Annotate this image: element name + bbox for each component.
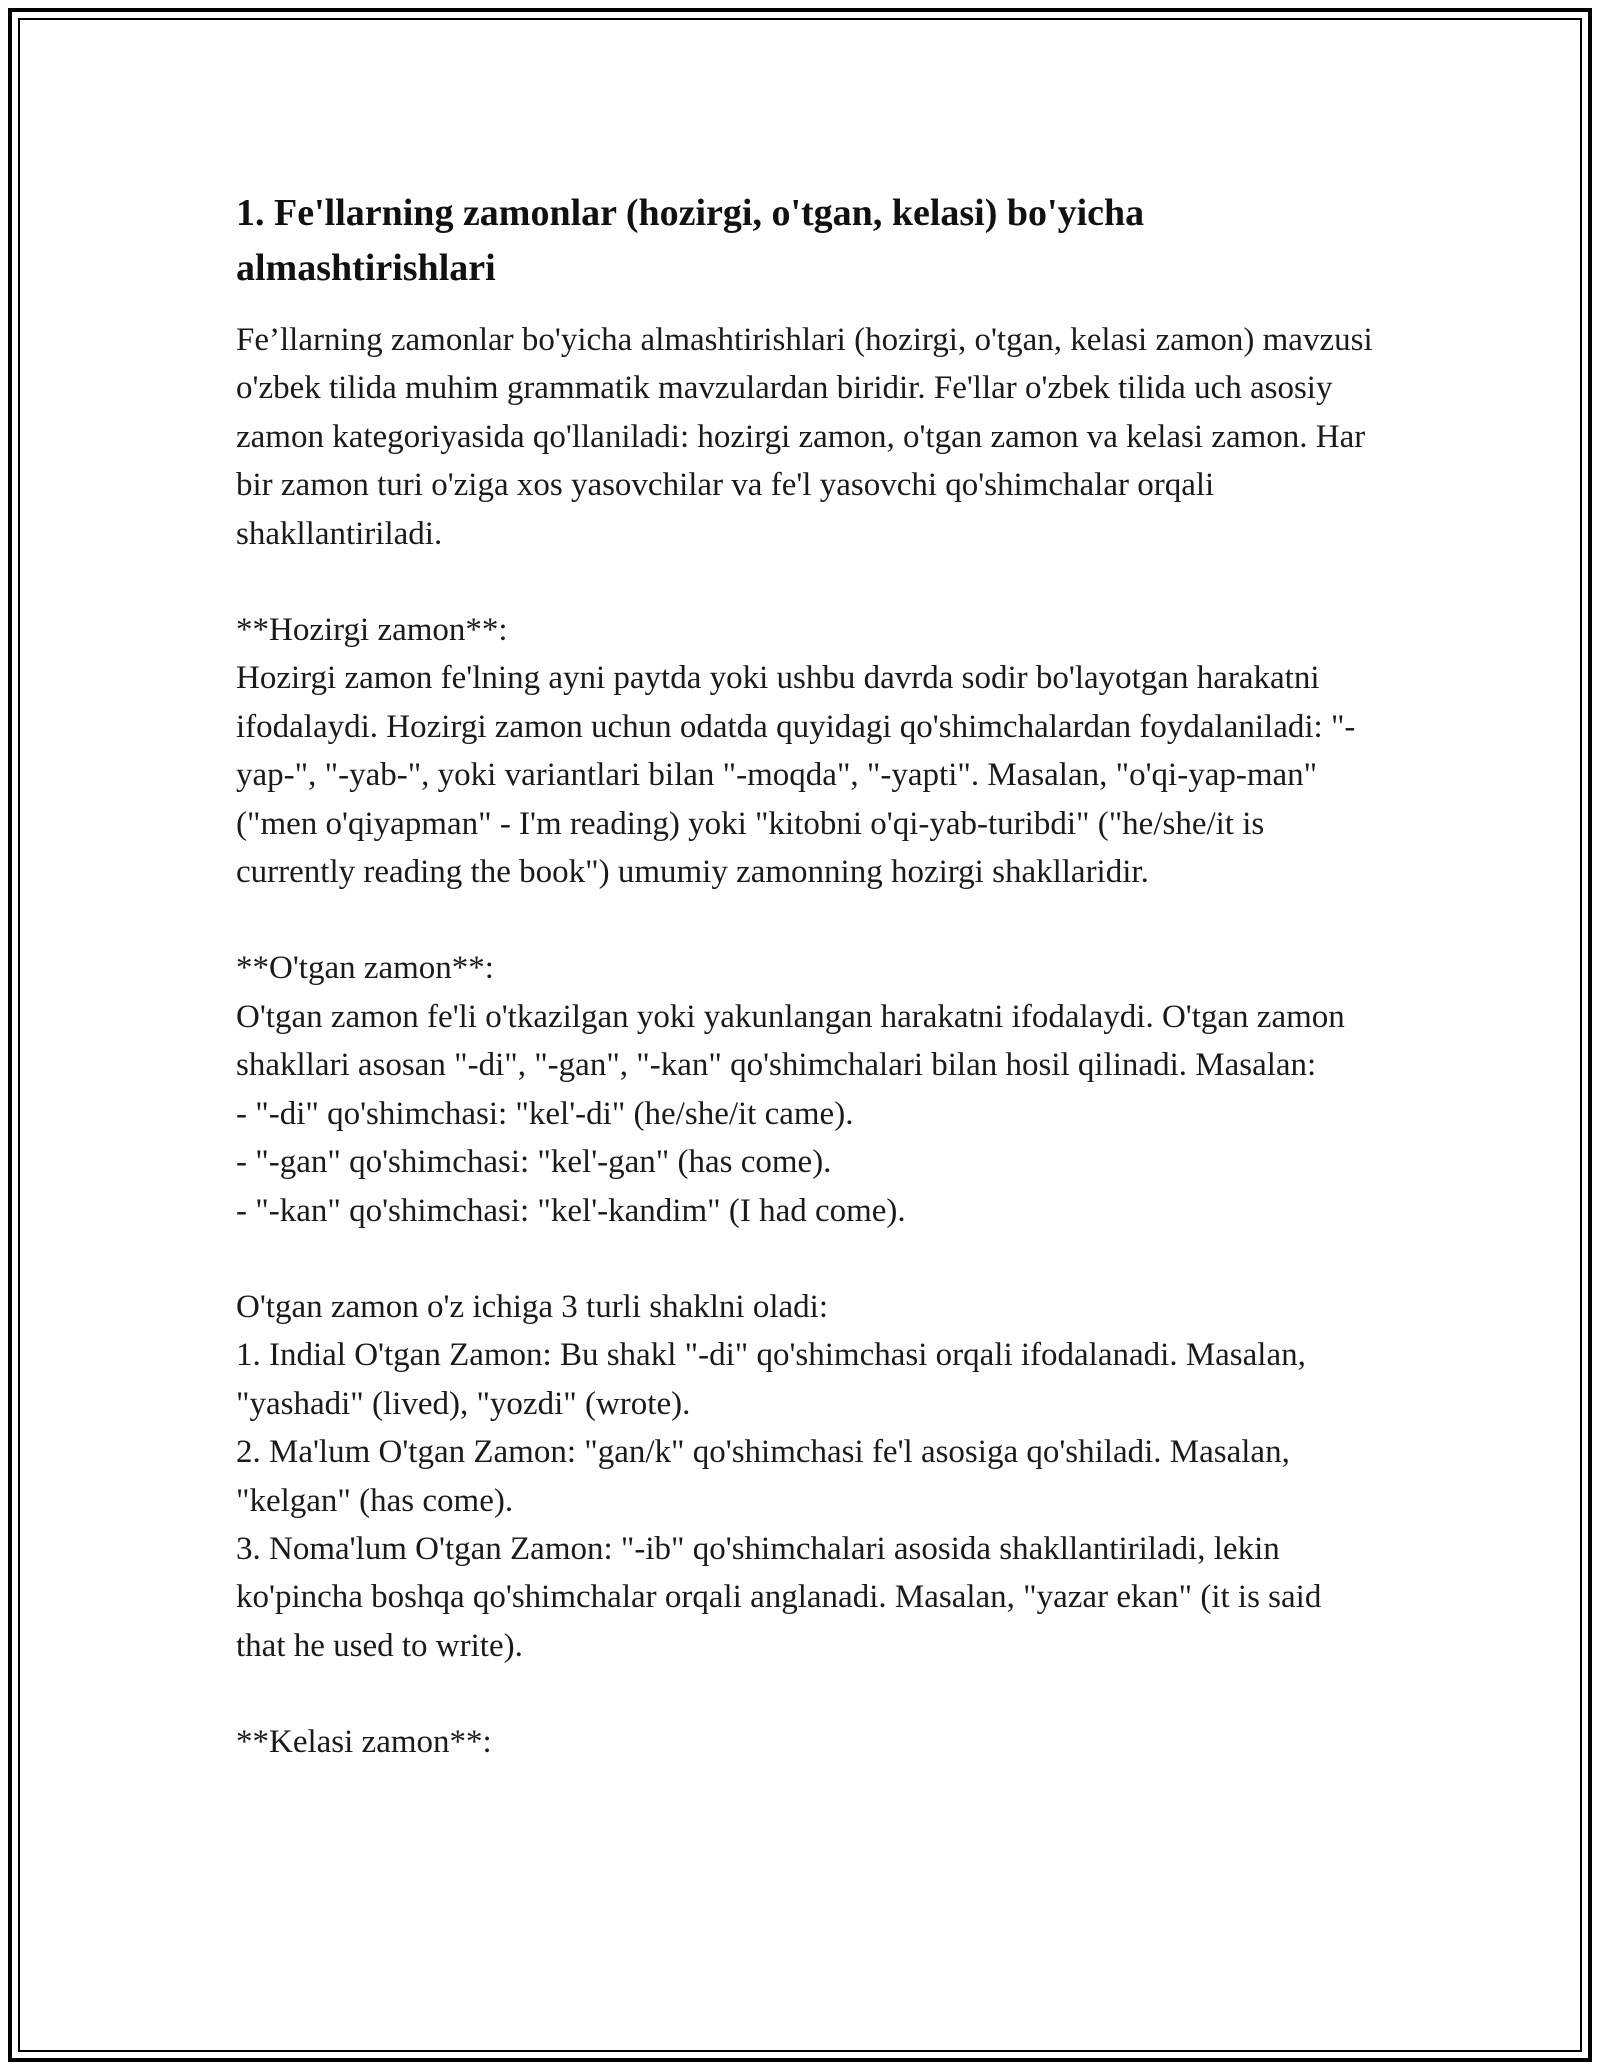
hozirgi-zamon-label: **Hozirgi zamon**:: [236, 612, 508, 649]
kelasi-zamon-label: **Kelasi zamon**:: [236, 1724, 492, 1761]
list-item: - "-kan" qo'shimchasi: "kel'-kandim" (I had come).: [236, 1192, 906, 1229]
blank-line: [236, 1235, 1376, 1283]
hozirgi-zamon-paragraph: Hozirgi zamon fe'lning ayni paytda yoki ushbu davrda sodir bo'layotgan harakatni ifodalaydi. Hozirgi zamon uchun odatda quyidagi qo'shimchalardan foydalaniladi: "-yap-", "-yab-", yoki variantlari bilan "-moqda", "-yapti". Masalan, "o'qi-yap-man" ("men o'qiyapman" - I'm reading) yoki "kitobni o'qi-yab-turibdi" ("he/she/it is currently reading the book") umumiy zamonning hozirgi shakllaridir.: [236, 660, 1356, 891]
list-item: 3. Noma'lum O'tgan Zamon: "-ib" qo'shimchalari asosida shakllantiriladi, lekin ko'pincha boshqa qo'shimchalar orqali anglanadi. Masalan, "yazar ekan" (it is said that he used to write).: [236, 1530, 1330, 1664]
document-content: [236, 186, 1381, 1767]
list-item: 2. Ma'lum O'tgan Zamon: "gan/k" qo'shimchasi fe'l asosiga qo'shiladi. Masalan, "kelgan" (has come).: [236, 1434, 1299, 1519]
section-heading: 1. Fe'llarning zamonlar (hozirgi, o'tgan, kelasi) bo'yicha almashtirishlari: [236, 192, 1145, 289]
list-item: - "-di" qo'shimchasi: "kel'-di" (he/she/it came).: [236, 1095, 854, 1132]
intro-paragraph: Fe’llarning zamonlar bo'yicha almashtirishlari (hozirgi, o'tgan, kelasi zamon) mavzusi o'zbek tilida muhim grammatik mavzulardan biridir. Fe'llar o'zbek tilida uch asosiy zamon kategoriyasida qo'llaniladi: hozirgi zamon, o'tgan zamon va kelasi zamon. Har bir zamon turi o'ziga xos yasovchilar va fe'l yasovchi qo'shimchalar orqali shakllantiriladi.: [236, 322, 1381, 552]
list-item: - "-gan" qo'shimchasi: "kel'-gan" (has come).: [236, 1144, 832, 1181]
forms-intro: O'tgan zamon o'z ichiga 3 turli shaklni oladi:: [236, 1288, 829, 1325]
blank-line: [236, 558, 1376, 606]
otgan-zamon-label: **O'tgan zamon**:: [236, 950, 494, 987]
blank-line: [236, 896, 1376, 944]
otgan-zamon-paragraph: O'tgan zamon fe'li o'tkazilgan yoki yakunlangan harakatni ifodalaydi. O'tgan zamon shakllari asosan "-di", "-gan", "-kan" qo'shimchalari bilan hosil qilinadi. Masalan:: [236, 998, 1354, 1084]
list-item: 1. Indial O'tgan Zamon: Bu shakl "-di" qo'shimchasi orqali ifodalanadi. Masalan, "yashadi" (lived), "yozdi" (wrote).: [236, 1337, 1315, 1422]
blank-line: [236, 1670, 1376, 1718]
